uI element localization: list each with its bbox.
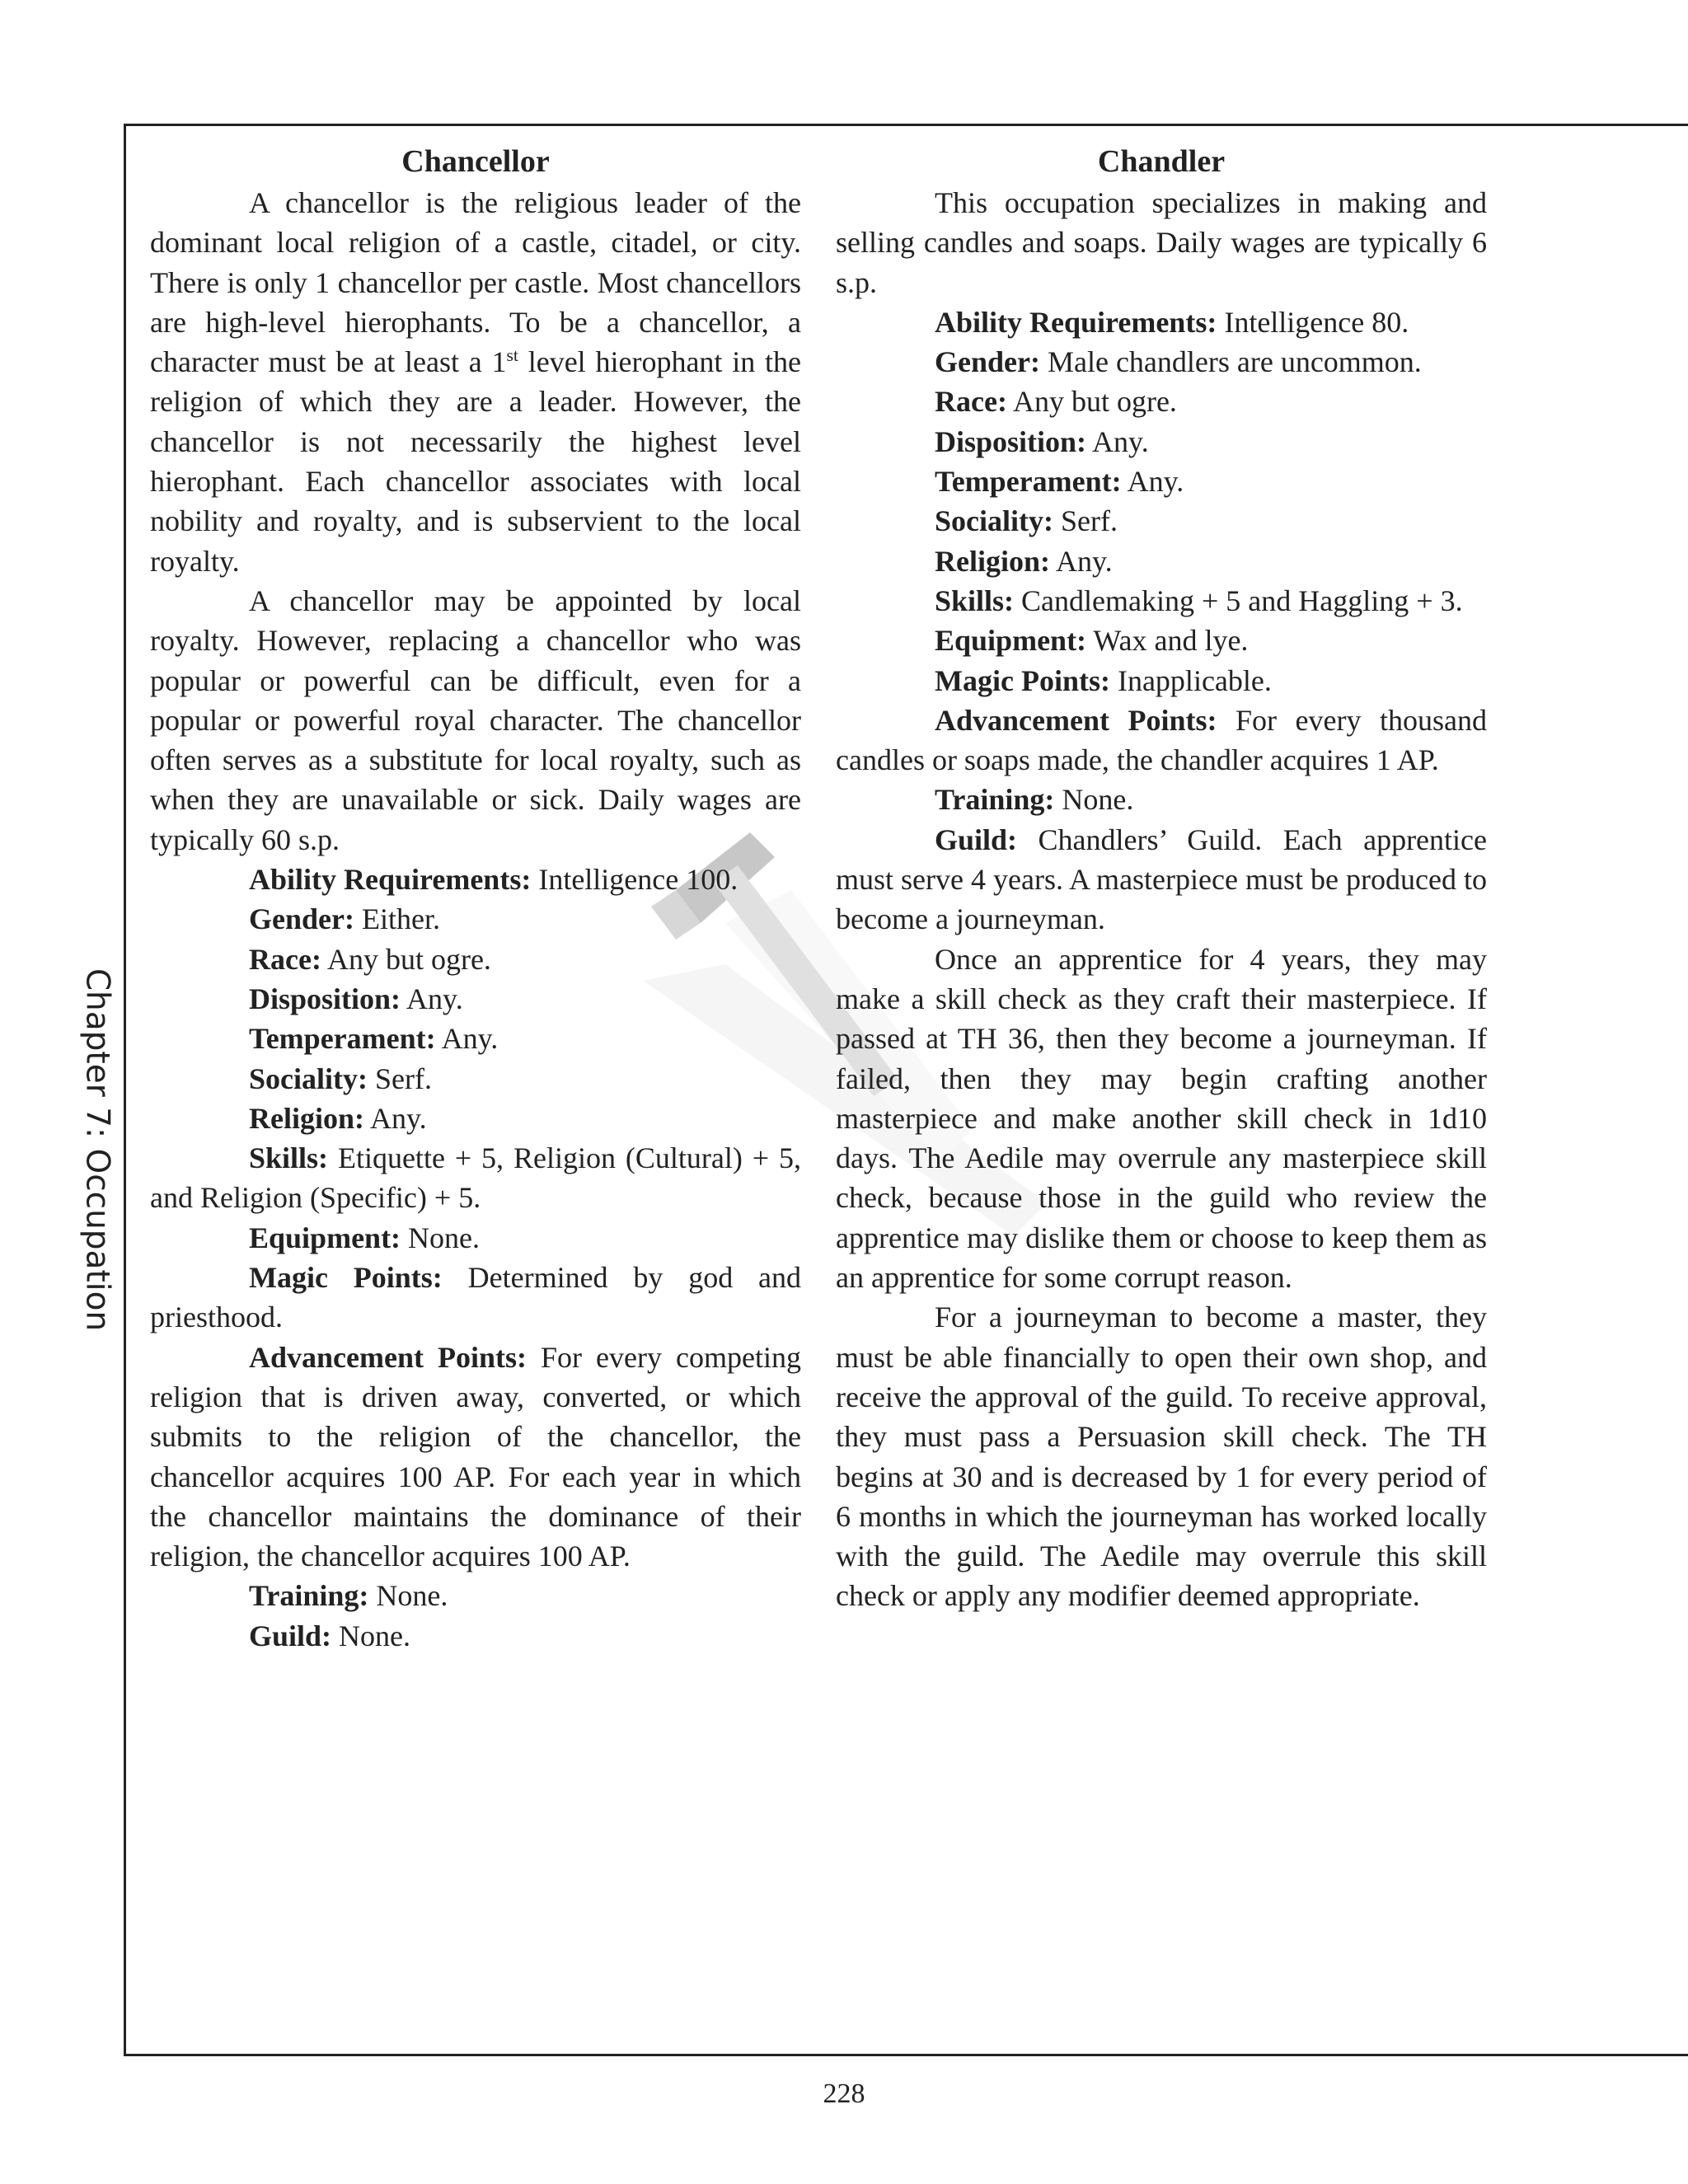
- attribute-label: Skills:: [249, 1141, 329, 1175]
- attribute-label: Gender:: [935, 345, 1040, 379]
- attribute-line: [836, 302, 1487, 342]
- attribute-value: Male chandlers are uncommon.: [1039, 345, 1422, 379]
- attribute-value: Any but ogre.: [1006, 385, 1177, 419]
- attribute-label: Training:: [249, 1579, 369, 1613]
- attribute-label: Disposition:: [935, 424, 1087, 458]
- attribute-line: [150, 1616, 801, 1656]
- attribute-label: Magic Points:: [249, 1261, 443, 1295]
- attribute-label: Sociality:: [249, 1062, 368, 1095]
- attribute-value: Serf.: [1053, 504, 1118, 538]
- attribute-value: For every thousand candles or soaps made, the chandler acquires 1 AP.: [836, 703, 1487, 777]
- attribute-value: Intelligence 80.: [1217, 305, 1409, 339]
- frame-top-rule: [124, 124, 1688, 126]
- attribute-line: [150, 940, 801, 979]
- attribute-value: Any but ogre.: [321, 942, 491, 976]
- attribute-line: [836, 780, 1487, 819]
- attribute-line: [150, 1576, 801, 1615]
- attribute-label: Temperament:: [935, 465, 1122, 499]
- attribute-value: Chandlers’ Guild. Each apprentice must serve 4 years. A masterpiece must be produced to become a journeyman.: [836, 823, 1487, 936]
- attribute-line: [836, 382, 1487, 421]
- chancellor-intro-paragraph: A chancellor is the religious leader of the dominant local religion of a castle, citadel, or city. There is only 1 chancellor per castle. Most chancellors are high-level hierophants. To be a chancellor, a character must be at least a 1st level hierophant in the religion of which they are a leader. However, the chancellor is not necessarily the highest level hierophant. Each chancellor associates with local nobility and royalty, and is subservient to the local royalty.: [150, 186, 801, 578]
- chandler-attributes: [836, 302, 1487, 940]
- attribute-value: Any.: [1121, 465, 1184, 499]
- frame-bottom-rule: [124, 2054, 1688, 2056]
- attribute-line: [836, 501, 1487, 541]
- attribute-line: [150, 979, 801, 1019]
- attribute-line: [836, 541, 1487, 581]
- attribute-label: Advancement Points:: [249, 1340, 527, 1374]
- chancellor-column: [150, 140, 801, 1656]
- attribute-line: [150, 1019, 801, 1058]
- attribute-label: Religion:: [935, 544, 1050, 578]
- chandler-intro-paragraph: This occupation specializes in making and selling candles and soaps. Daily wages are typically 6 s.p.: [836, 186, 1487, 299]
- attribute-value: Either.: [354, 902, 440, 936]
- attribute-label: Disposition:: [249, 982, 401, 1015]
- attribute-value: Any.: [1050, 544, 1113, 578]
- chapter-side-label: Chapter 7: Occupation: [78, 968, 116, 1332]
- attribute-label: Equipment:: [249, 1221, 401, 1254]
- attribute-label: Advancement Points:: [935, 703, 1217, 737]
- attribute-value: Intelligence 100.: [531, 863, 738, 897]
- chancellor-title: Chancellor: [401, 144, 550, 179]
- attribute-value: None.: [401, 1221, 481, 1254]
- attribute-line: [836, 820, 1487, 940]
- chandler-masterpiece-paragraph: Once an apprentice for 4 years, they may make a skill check as they craft their masterpiece. If passed at TH 36, then they become a journeyman. If failed, then they may begin crafting another masterpiece and make another skill check in 1d10 days. The Aedile may overrule any masterpiece skill check, because those in the guild who review the apprentice may dislike them or choose to keep them as an apprentice for some corrupt reason.: [836, 942, 1487, 1295]
- frame-left-rule: [124, 124, 126, 2055]
- attribute-line: [150, 1218, 801, 1258]
- attribute-line: [150, 1258, 801, 1338]
- attribute-value: Any.: [435, 1022, 499, 1056]
- attribute-label: Skills:: [935, 583, 1015, 617]
- attribute-value: Wax and lye.: [1086, 624, 1249, 658]
- attribute-value: Candlemaking + 5 and Haggling + 3.: [1014, 583, 1463, 617]
- attribute-label: Ability Requirements:: [249, 863, 532, 897]
- attribute-line: [150, 1338, 801, 1577]
- chandler-column: [836, 140, 1487, 1616]
- attribute-value: For every competing religion that is driven away, converted, or which submits to the religion of the chancellor, the chancellor acquires 100 AP. For each year in which the chancellor maintains the dominance of their religion, the chancellor acquires 100 AP.: [150, 1340, 801, 1573]
- chandler-title: Chandler: [1097, 144, 1226, 179]
- attribute-label: Equipment:: [935, 624, 1087, 658]
- attribute-value: Any.: [401, 982, 463, 1015]
- attribute-line: [836, 462, 1487, 501]
- attribute-label: Temperament:: [249, 1022, 436, 1056]
- page-number: 228: [823, 2079, 865, 2109]
- attribute-line: [150, 1059, 801, 1099]
- attribute-value: Any.: [364, 1101, 427, 1135]
- attribute-value: Etiquette + 5, Religion (Cultural) + 5, and Religion (Specific) + 5.: [150, 1141, 801, 1215]
- attribute-line: [836, 621, 1487, 660]
- attribute-line: [150, 1138, 801, 1218]
- attribute-label: Religion:: [249, 1101, 364, 1135]
- attribute-value: None.: [1054, 783, 1134, 817]
- attribute-value: None.: [331, 1619, 411, 1652]
- chancellor-appointment-paragraph: A chancellor may be appointed by local royalty. However, replacing a chancellor who was popular or powerful can be difficult, even for a popular or powerful royal character. The chancellor often serves as a substitute for local royalty, such as when they are unavailable or sick. Daily wages are typically 60 s.p.: [150, 583, 801, 856]
- attribute-label: Magic Points:: [935, 663, 1110, 697]
- attribute-line: [836, 581, 1487, 621]
- chandler-master-paragraph: For a journeyman to become a master, they must be able financially to open their own shop, and receive the approval of the guild. To receive approval, they must pass a Persuasion skill check. The TH begins at 30 and is decreased by 1 for every period of 6 months in which the journeyman has worked locally with the guild. The Aedile may overrule this skill check or apply any modifier deemed appropriate.: [836, 1301, 1487, 1613]
- attribute-value: Determined by god and priesthood.: [150, 1261, 802, 1334]
- attribute-line: [836, 701, 1487, 780]
- attribute-line: [150, 860, 801, 899]
- attribute-label: Guild:: [249, 1619, 332, 1652]
- attribute-label: Race:: [935, 385, 1007, 419]
- attribute-value: Serf.: [367, 1062, 432, 1095]
- attribute-line: [150, 1099, 801, 1138]
- attribute-value: Any.: [1086, 424, 1149, 458]
- attribute-line: [836, 422, 1487, 462]
- attribute-value: Inapplicable.: [1109, 663, 1272, 697]
- attribute-line: [150, 899, 801, 939]
- attribute-label: Ability Requirements:: [935, 305, 1217, 339]
- attribute-label: Sociality:: [935, 504, 1053, 538]
- attribute-line: [836, 342, 1487, 382]
- attribute-label: Training:: [935, 783, 1055, 817]
- chancellor-attributes: [150, 860, 801, 1656]
- attribute-line: [836, 661, 1487, 701]
- attribute-value: None.: [368, 1579, 448, 1613]
- attribute-label: Guild:: [935, 823, 1018, 856]
- attribute-label: Gender:: [249, 902, 354, 936]
- attribute-label: Race:: [249, 942, 321, 976]
